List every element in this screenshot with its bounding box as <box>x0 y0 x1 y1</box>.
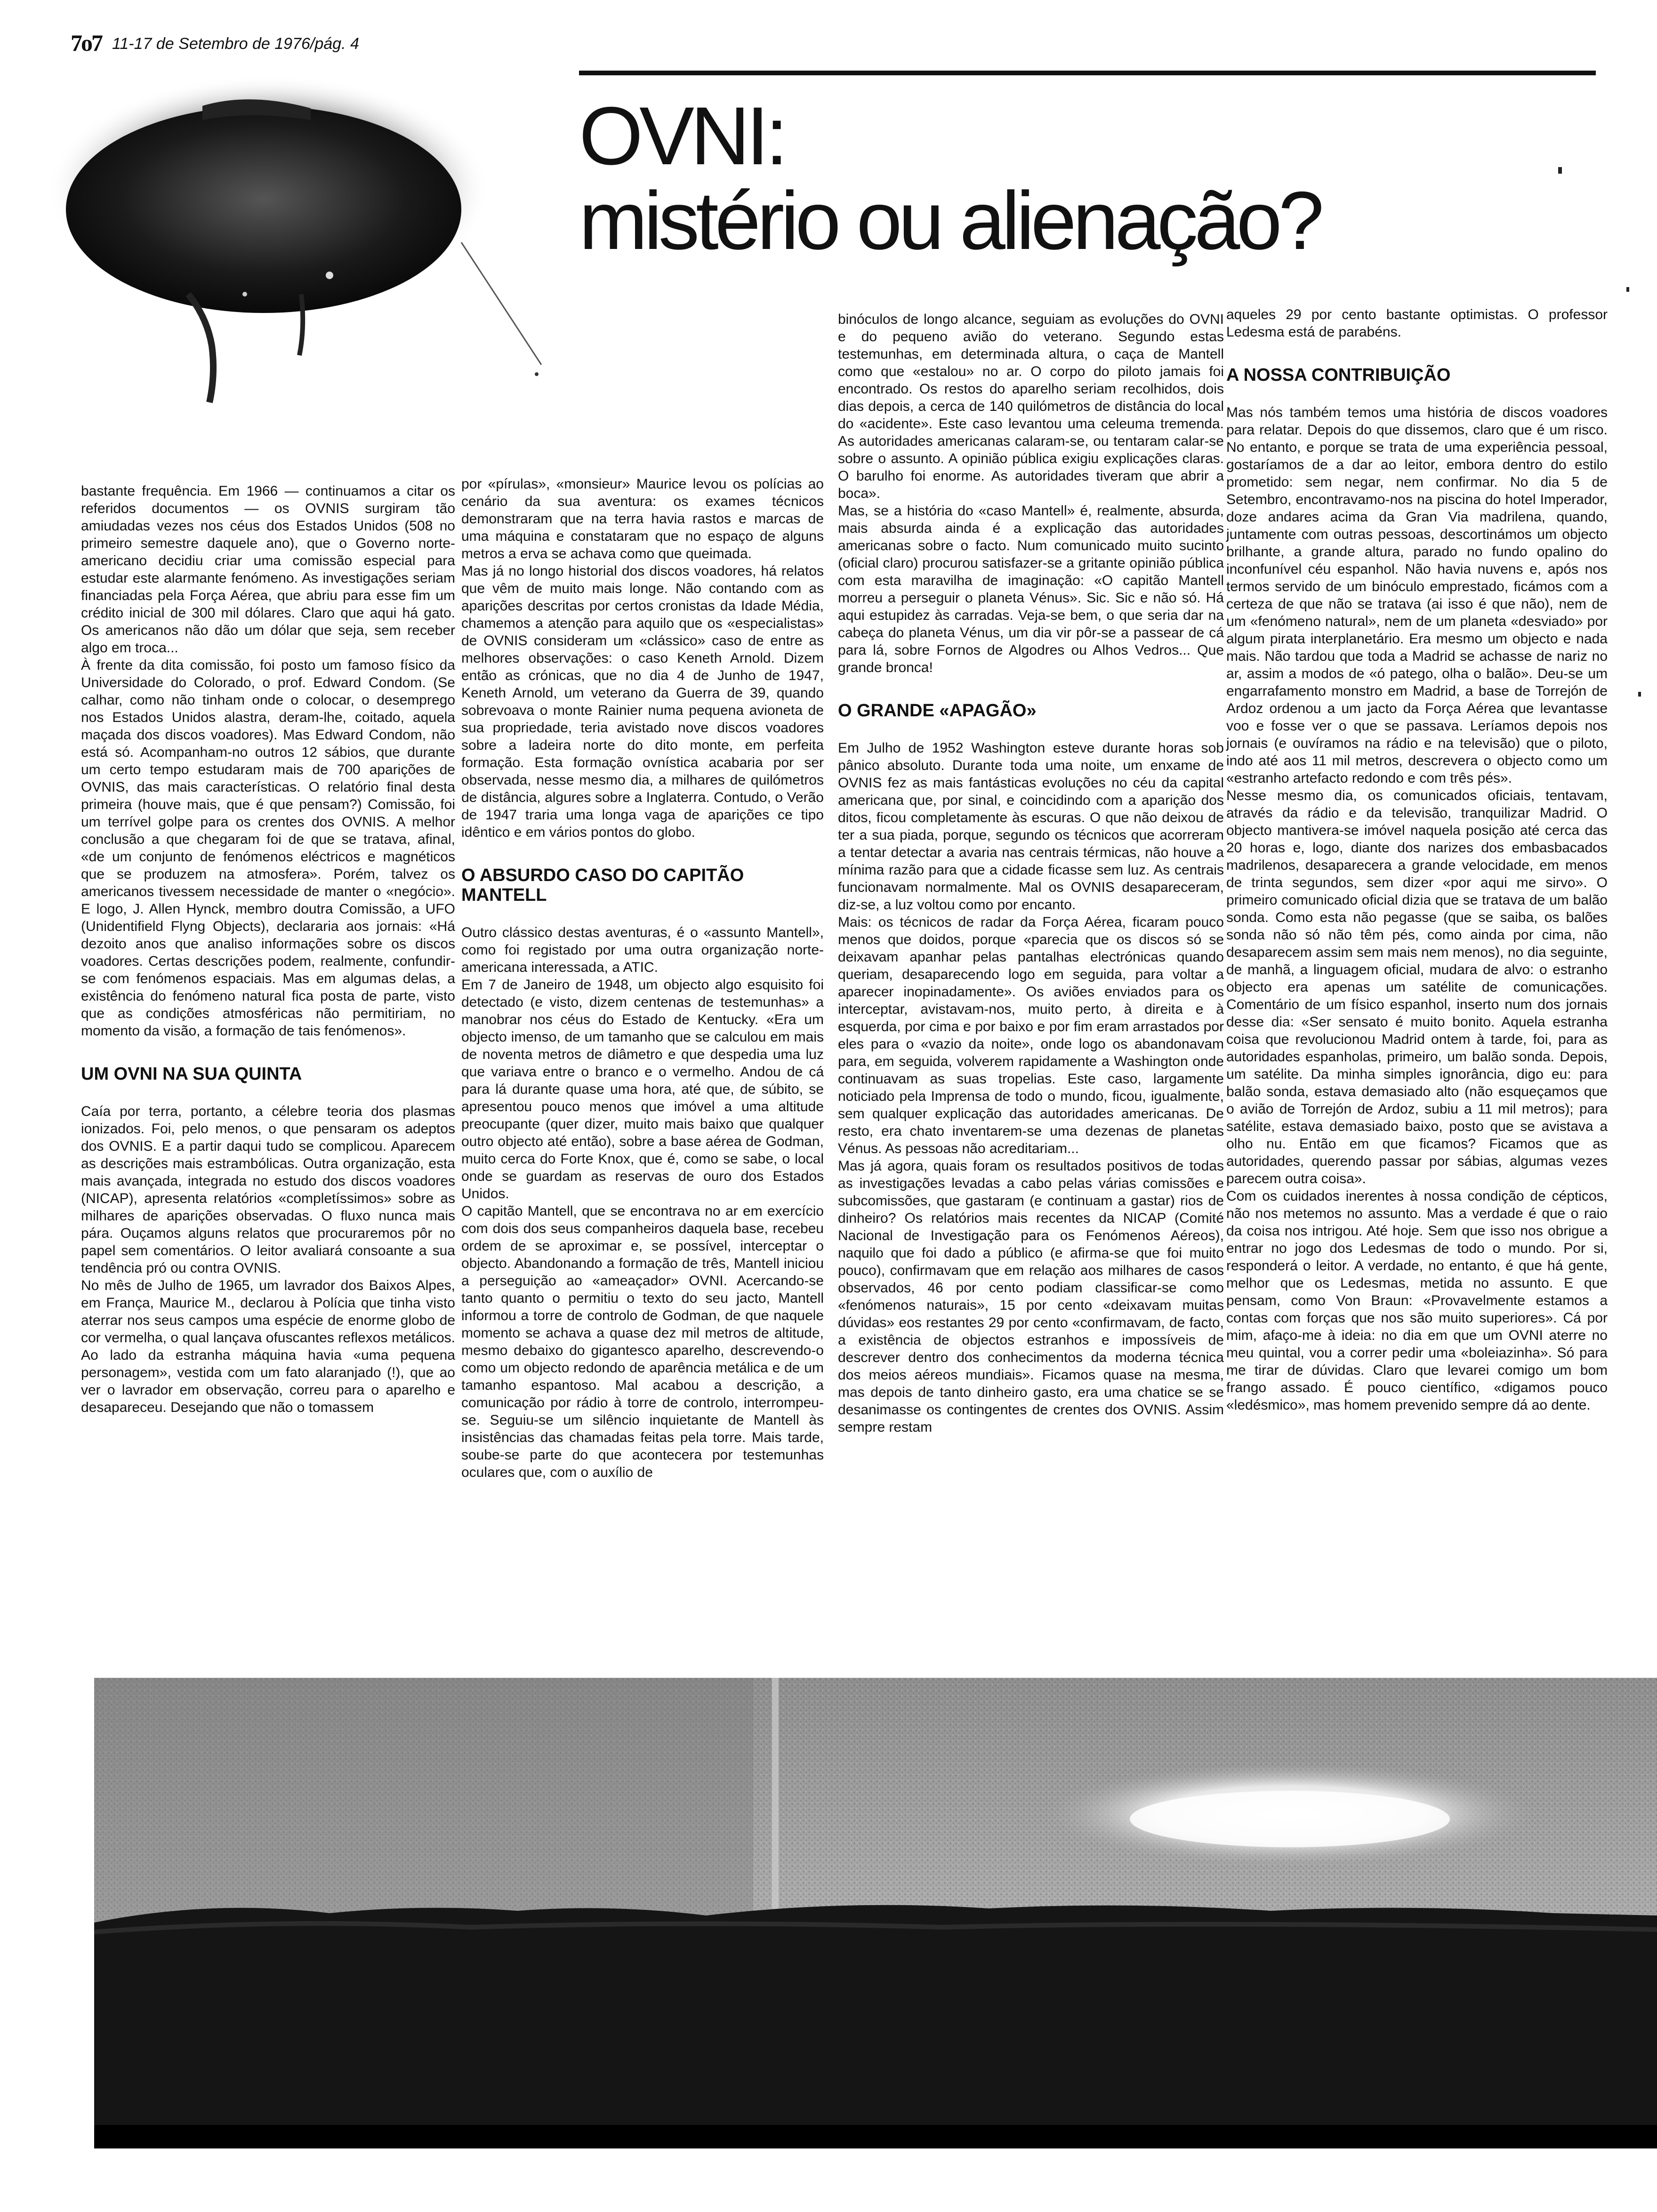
paragraph: binóculos de longo alcance, seguiam as evoluções do OVNI e do pequeno avião do veterano. Segundo estas testemunhas, em determinada altura, o caça de Mantell como que «estalou» no ar. O corpo do piloto jamais foi encontrado. Os restos do aparelho seriam recolhidos, dois dias depois, a cerca de 140 quilómetros de distância do local do «acidente». Este caso levantou uma celeuma tremenda. As autoridades americanas calaram-se, ou tentaram calar-se sobre o assunto. A opinião pública exigiu explicações claras. O barulho foi enorme. As autoridades tiveram que abrir a boca». <box>838 312 1224 501</box>
section-heading: O ABSURDO CASO DO CAPITÃO MANTELL <box>461 866 744 905</box>
paragraph: À frente da dita comissão, foi posto um famoso físico da Universidade do Colorado, o prof. Edward Condom. (Se calhar, como não tinham onde o colocar, o desemprego nos Estados Unidos alastra, deram-lhe, coitado, aquela maçada dos discos voadores). Mas Edward Condom, não está só. Acompanham-no outros 12 sábios, que durante um certo tempo estudaram mais de 700 aparições de OVNIS, das mais características. O relatório final desta primeira (houve mais, que é que pensam?) Comissão, foi um terrível golpe para os crentes dos OVNIS. A melhor conclusão a que chegaram foi de que se tratava, afinal, «de um conjunto de fenómenos eléctricos e magnéticos que se produzem na atmosfera». Porém, talvez os americanos tivessem necessidade de manter o «negócio». E logo, J. Allen Hynck, membro doutra Comissão, a UFO (Unidentifield Flyng Objects), declararia aos jornais: «Há dezoito anos que analiso informações sobre os discos voadores. Certas descrições podem, realmente, confundir-se com fenómenos espaciais. Mas em algumas delas, a existência do fenómeno natural fica posta de parte, visto que as condições atmosféricas não permitiriam, no momento da visão, a formação de tais fenómenos». <box>81 657 455 1039</box>
title-rule <box>579 71 1596 75</box>
scan-mark <box>1638 692 1641 697</box>
magazine-logo: 7o7 <box>71 30 102 56</box>
paragraph: Em 7 de Janeiro de 1948, um objecto algo esquisito foi detectado (e visto, dizem centenas de testemunhas» a manobrar nos céus do Estado de Kentucky. «Era um objecto imenso, de um tamanho que se calculou em mais de noventa metros de diâmetro e que despedia uma luz que variava entre o branco e o vermelho. Andou de cá para lá durante quase uma hora, até que, de súbito, se apresentou pouco menos que imóvel a uma altitude preocupante (quer dizer, muito mais baixo que qualquer outro objecto até então), sobre a base aérea de Godman, muito cerca do Forte Knox, que é, como se sabe, o local onde se guardam as reservas de ouro dos Estados Unidos. <box>461 977 824 1202</box>
scan-mark <box>1626 287 1629 292</box>
paragraph: por «pírulas», «monsieur» Maurice levou os polícias ao cenário da sua aventura: os exames técnicos demonstraram que na terra havia rastos e marcas de uma máquina e constataram que no espaço de alguns metros a erva se achava como que queimada. <box>461 476 824 561</box>
paragraph: aqueles 29 por cento bastante optimistas. O professor Ledesma está de parabéns. <box>1226 307 1608 340</box>
paragraph: Mas já no longo historial dos discos voadores, há relatos que vêm de muito mais longe. Não contando com as aparições descritas por certos cronistas da Idade Média, chamemos a atenção para aquilo que os «especialistas» de OVNIS consideram um «clássico» caso de entre as melhores observações: o caso Keneth Arnold. Dizem então as crónicas, que no dia 4 de Junho de 1947, Keneth Arnold, um veterano da Guerra de 39, quando sobrevoava o monte Rainier numa pequena avioneta de sua propriedade, teria avistado nove discos voadores sobre a ladeira norte do dito monte, em perfeita formação. Esta formação ovnística acabaria por ser observada, nesse mesmo dia, a milhares de quilómetros de distância, algures sobre a Inglaterra. Contudo, o Verão de 1947 traria uma longa vaga de aparições ce tipo idêntico e em vários pontos do globo. <box>461 563 824 840</box>
paragraph: Nesse mesmo dia, os comunicados oficiais, tentavam, através da rádio e da televisão, tranquilizar Madrid. O objecto mantivera-se imóvel naquela posição até cerca das 20 horas e, logo, diante dos narizes dos embasbacados madrilenos, desaparecera a grande velocidade, em menos de trinta segundos, sem dizer «por aqui me sirvo». O primeiro comunicado oficial dizia que se tratava de um balão sonda. Como esta não pegasse (que se saiba, os balões sonda não só não têm pés, como ainda por cima, não desaparecem assim sem mais nem menos), no dia seguinte, de manhã, a linguagem oficial, mudara de alvo: o estranho objecto era apenas um satélite de comunicações. Comentário de um físico espanhol, inserto num dos jornais desse dia: «Ser sensato é muito bonito. Aquela estranha coisa que revolucionou Madrid ontem à tarde, foi, para as autoridades espanholas, primeiro, um balão sonda. Depois, um satélite. Da minha simples ignorância, digo eu: para balão sonda, estava demasiado alto (não esqueçamos que o avião de Torrejón de Ardoz, subiu a 11 mil metros); para satélite, estava demasiado baixo, posto que se avistava a olho nu. Então em que ficamos? Ficamos que as autoridades, querendo passar por sábias, algumas vezes parecem outra coisa». <box>1226 788 1608 1186</box>
page-header <box>71 29 359 56</box>
article-column-1 <box>81 482 455 1416</box>
scan-mark <box>1558 167 1562 174</box>
article-column-4 <box>1226 306 1608 1414</box>
paragraph: No mês de Julho de 1965, um lavrador dos Baixos Alpes, em França, Maurice M., declarou à Polícia que tinha visto aterrar nos seus campos uma espécie de enorme globo de cor vermelha, o qual lançava ofuscantes reflexos metálicos. Ao lado da estranha máquina havia «uma pequena personagem», vestida com um fato alaranjado (!), que ao ver o lavrador em observação, correu para o aparelho e desapareceu. Desejando que não o tomassem <box>81 1278 455 1415</box>
ufo-over-horizon-photo <box>0 1678 1657 2148</box>
article-title <box>579 90 1321 267</box>
issue-date: 11-17 de Setembro de 1976/pág. 4 <box>112 35 359 53</box>
paragraph: Em Julho de 1952 Washington esteve durante horas sob pânico absoluto. Durante toda uma noite, um enxame de OVNIS fez as mais fantásticas evoluções no céu da capital americana que, por sinal, e coincidindo com a aparição dos ditos, ficou completamente às escuras. O que não deixou de ter a sua piada, porque, segundo os técnicos que acorreram a tentar detectar a avaria nas centrais térmicas, não houve a mínima razão para que a cidade ficasse sem luz. As centrais funcionavam normalmente. Mal os OVNIS desapareceram, diz-se, a luz voltou como por encanto. <box>838 740 1224 913</box>
paragraph: Mas, se a história do «caso Mantell» é, realmente, absurda, mais absurda ainda é a explicação das autoridades americanas sobre o facto. Num comunicado muito sucinto (oficial claro) procurou satisfazer-se a gritante opinião pública com esta maravilha de imaginação: «O capitão Mantell morreu a perseguir o planeta Vénus». Sic. Sic e não só. Há aqui estupidez às carradas. Veja-se bem, o que seria dar na cabeça do planeta Vénus, um dia vir pôr-se a passear de cá para lá, sobre Fornos de Algodres ou Alhos Vedros... Que grande bronca! <box>838 503 1224 675</box>
paragraph: Outro clássico destas aventuras, é o «assunto Mantell», como foi registado por uma outra organização norte-americana interessada, a ATIC. <box>461 925 824 975</box>
paragraph: Mais: os técnicos de radar da Força Aérea, ficaram pouco menos que doidos, porque «parecia que os discos só se deixavam apanhar pelas pantalhas electrónicas quando queriam, desaparecendo logo em seguida, para voltar a aparecer inopinadamente». Os aviões enviados para os interceptar, avistavam-nos, muito perto, à direita e à esquerda, por cima e por baixo e por fim eram arrastados por eles para o «vazio da noite», onde logo os abandonavam para, em seguida, volverem rapidamente a Washington onde continuavam as suas tropelias. Este caso, largamente noticiado pela Imprensa de todo o mundo, ficou, igualmente, sem qualquer explicação das autoridades americanas. De resto, era chato inventarem-se uma dezenas de planetas Vénus. As pessoas não acreditariam... <box>838 914 1224 1156</box>
section-heading: UM OVNI NA SUA QUINTA <box>81 1064 302 1084</box>
article-column-2 <box>461 475 824 1481</box>
section-heading: A NOSSA CONTRIBUIÇÃO <box>1226 365 1451 385</box>
paragraph: bastante frequência. Em 1966 — continuamos a citar os referidos documentos — os OVNIS surgiram tão amiudadas vezes nos céus dos Estados Unidos (508 no primeiro semestre daquele ano), que o Governo norte-americano decidiu criar uma comissão especial para estudar este alarmante fenómeno. As investigações seriam financiadas pela Força Aérea, que abriu para esse fim um crédito inicial de 300 mil dólares. Claro que aqui há gato. Os americanos não dão um dólar que seja, sem receber algo em troca... <box>81 483 455 656</box>
paragraph: Com os cuidados inerentes à nossa condição de cépticos, não nos metemos no assunto. Mas a verdade é que o raio da coisa nos intrigou. Até hoje. Sem que isso nos obrigue a entrar no jogo dos Ledesmas de todo o mundo. Por si, responderá o leitor. A verdade, no entanto, é que há gente, melhor que os Ledesmas, metida no assunto. E que pensam, como Von Braun: «Provavelmente estamos a contas com forças que nos são muito superiores». Cá por mim, afaço-me à ideia: no dia em que um OVNI aterre no meu quintal, vou a correr pedir uma «boleiazinha». Só para me tirar de dúvidas. Claro que levarei comigo um bom frango assado. É pouco científico, «digamos pouco «ledésmico», mas homem prevenido sempre dá ao dente. <box>1226 1188 1608 1413</box>
article-column-3 <box>838 311 1224 1436</box>
paragraph: Mas nós também temos uma história de discos voadores para relatar. Depois do que dissemos, claro que é um risco. No entanto, e porque se trata de uma experiência pessoal, gostaríamos de a dar ao leitor, embora dentro do estilo prometido: sem negar, nem confirmar. No dia 5 de Setembro, encontravamo-nos na piscina do hotel Imperador, doze andares acima da Gran Via madrilena, quando, juntamente com outras pessoas, descortinámos um objecto brilhante, a grande altura, parado no fundo opalino do inconfunível céu espanhol. Não havia nuvens e, após nos termos servido de um binóculo emprestado, ficámos com a certeza de que não se tratava (ai isso é que não), nem de um «fenómeno natural», nem de um planeta «desviado» por algum pirata interplanetário. Era mesmo um objecto e nada mais. Não tardou que toda a Madrid se achasse de nariz no ar, assim a modos de «ó patego, olha o balão». Deu-se um engarrafamento monstro em Madrid, a base de Torrejón de Ardoz ordenou a um jacto da Força Aérea que levantasse voo e fosse ver o que se passava. Leríamos depois nos jornais (e ouvíramos na rádio e na televisão) que o piloto, indo até aos 11 mil metros, descrevera o objecto como um «estranho artefacto redondo e com três pés». <box>1226 405 1608 786</box>
paragraph: O capitão Mantell, que se encontrava no ar em exercício com dois dos seus companheiros daquela base, recebeu ordem de se aproximar e, se possível, interceptar o objecto. Abandonando a formação de três, Mantell iniciou a perseguição ao «ameaçador» OVNI. Acercando-se tanto quanto o permitiu o texto do seu jacto, Mantell informou a torre de controlo de Godman, de que naquele momento se achava a quase dez mil metros de altitude, mesmo debaixo do gigantesco aparelho, descrevendo-o como um objecto redondo de aparência metálica e de um tamanho espantoso. Mal acabou a descrição, a comunicação por rádio à torre de controlo, interrompeu-se. Seguiu-se um silêncio inquietante de Mantell às insistências das chamadas feitas pela torre. Mais tarde, soube-se parte do que acontecera por testemunhas oculares que, com o auxílio de <box>461 1203 824 1480</box>
title-line-1: OVNI: <box>579 90 785 182</box>
paragraph: Mas já agora, quais foram os resultados positivos de todas as investigações levadas a cabo pelas várias comissões e subcomissões, que gastaram (e continuam a gastar) rios de dinheiro? Os relatórios mais recentes da NICAP (Comité Nacional de Investigação para os Fenómenos Aéreos), naquilo que foi dado a público (e afirma-se que foi muito pouco), confirmavam que em relação aos milhares de casos observados, 46 por cento podiam classificar-se como «fenómenos naturais», 15 por cento «deixavam muitas dúvidas» eos restantes 29 por cento «confirmavam, de facto, a existência de objectos estranhos e impossíveis de descrever dentro dos conhecimentos da moderna técnica dos meios aéreos mundiais». Ficamos quase na mesma, mas depois de tanto dinheiro gasto, era uma chatice se se desanimasse os contingentes de crentes dos OVNIS. Assim sempre restam <box>838 1158 1224 1435</box>
section-heading: O GRANDE «APAGÃO» <box>838 701 1037 721</box>
title-line-2: mistério ou alienação? <box>579 175 1321 267</box>
paragraph: Caía por terra, portanto, a célebre teoria dos plasmas ionizados. Foi, pelo menos, o que pensaram os adeptos dos OVNIS. E a partir daqui tudo se complicou. Aparecem as descrições mais estrambólicas. Outra organização, esta mais avançada, integrada no estudo dos discos voadores (NICAP), apresenta relatórios «completíssimos» sobre as milhares de aparições observadas. O fluxo nunca mais pára. Ouçamos alguns relatos que procuraremos pôr no papel sem comentários. O leitor avaliará consoante a sua tendência pró ou contra OVNIS. <box>81 1104 455 1276</box>
ufo-silhouette-photo <box>47 73 546 431</box>
